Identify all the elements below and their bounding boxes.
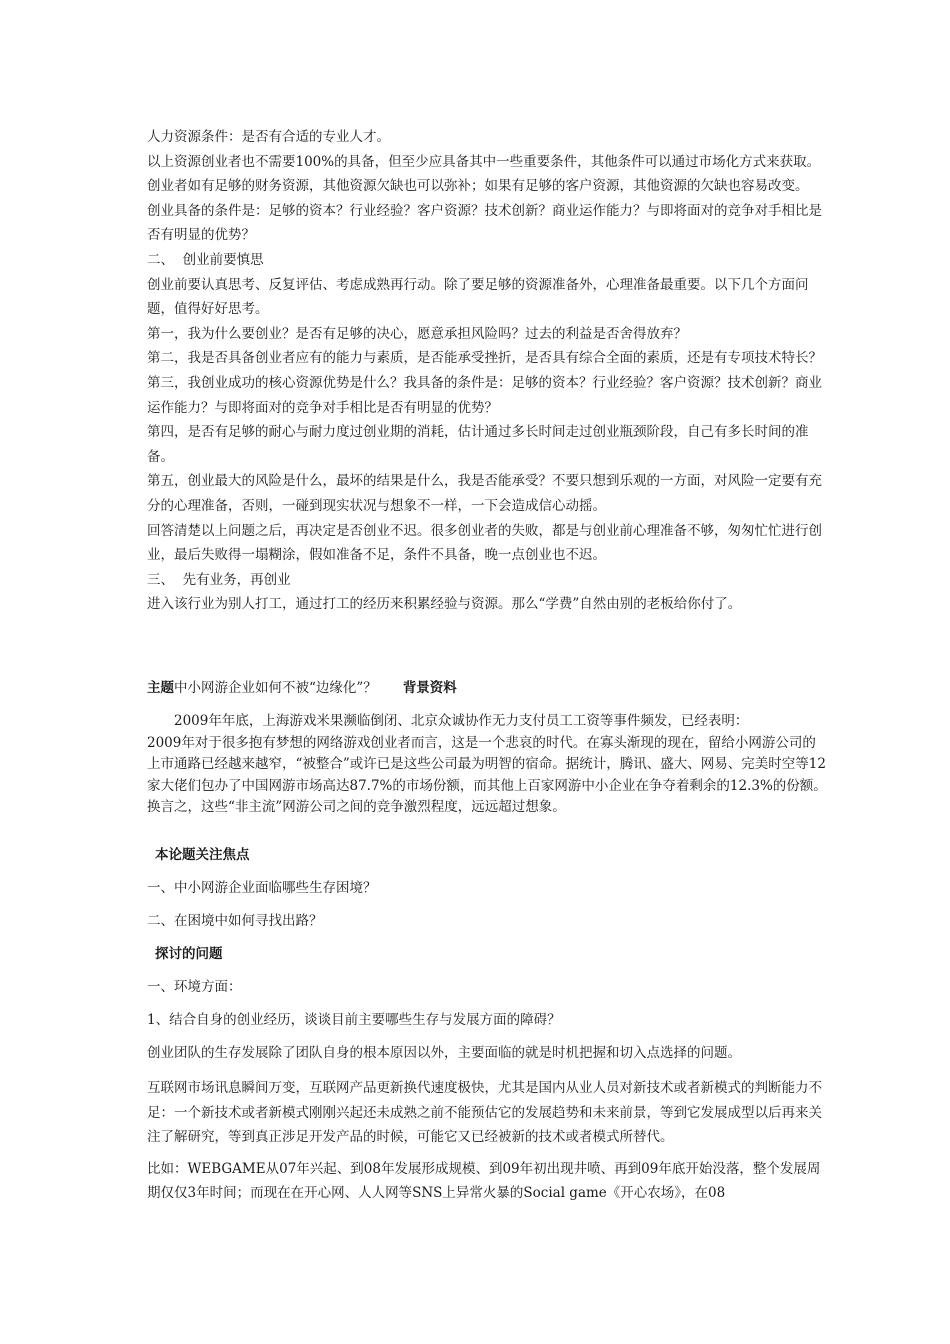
section-background	[147, 711, 827, 819]
paragraph: 回答清楚以上问题之后，再决定是否创业不迟。很多创业者的失败，都是与创业前心理准备不够，匆匆忙忙进行创业，最后失败得一塌糊涂，假如准备不足，条件不具备，晚一点创业也不迟。	[147, 522, 822, 564]
question-item: 1、结合自身的创业经历，谈谈目前主要哪些生存与发展方面的障碍？	[147, 1012, 561, 1028]
paragraph: 进入该行业为别人打工，通过打工的经历来积累经验与资源。那么“学费”自然由别的老板给你付了。	[147, 596, 742, 613]
paragraph: 比如：WEBGAME从07年兴起、到08年发展形成规模、到09年初出现井喷、再到09年底开始没落，整个发展周期仅仅3年时间；而现在在开心网、人人网等SNS上异常火暴的Social game《开心农场》，在08	[147, 1160, 821, 1202]
paragraph: 2009年对于很多抱有梦想的网络游戏创业者而言，这是一个悲哀的时代。在寡头渐现的现在，留给小网游公司的上市通路已经越来越窄，“被整合”或许已是这些公司最为明智的宿命。据统计，腾讯、盛大、网易、完美时空等12家大佬们包办了中国网游市场高达87.7%的市场份额，而其他上百家网游中小企业在争夺着剩余的12.3%的份额。换言之，这些“非主流”网游公司之间的竞争激烈程度，远远超过想象。	[147, 734, 827, 816]
paragraph: 2009年年底，上海游戏米果濒临倒闭、北京众诚协作无力支付员工工资等事件频发，已经表明：	[174, 713, 749, 729]
environment-heading: 一、环境方面：	[147, 979, 242, 995]
topic-heading	[147, 678, 827, 698]
questions-heading: 探讨的问题	[155, 946, 223, 962]
section-startup-conditions	[147, 125, 827, 617]
focus-item: 二、在困境中如何寻找出路？	[147, 913, 323, 929]
section-heading: 三、 先有业务，再创业	[147, 571, 291, 588]
paragraph: 人力资源条件：是否有合适的专业人才。	[147, 129, 390, 145]
paragraph: 互联网市场讯息瞬间万变，互联网产品更新换代速度极快，尤其是国内从业人员对新技术或者新模式的判断能力不足：一个新技术或者新模式刚刚兴起还未成熟之前不能预估它的发展趋势和未来前景，等到它发展成型以后再来关注了解研究，等到真正涉足开发产品的时候，可能它又已经被新的技术或者模式所替代。	[147, 1080, 822, 1146]
focus-heading: 本论题关注焦点	[155, 847, 250, 863]
section-heading: 二、 创业前要慎思	[147, 251, 264, 268]
topic-title: 中小网游企业如何不被“边缘化”？	[174, 680, 377, 696]
paragraph: 第一，我为什么要创业？是否有足够的决心，愿意承担风险吗？过去的利益是否舍得放弃？	[147, 325, 687, 342]
paragraph: 以上资源创业者也不需要100%的具备，但至少应具备其中一些重要条件，其他条件可以通过市场化方式来获取。创业者如有足够的财务资源，其他资源欠缺也可以弥补；如果有足够的客户资源，其他资源的欠缺也容易改变。	[147, 153, 821, 195]
paragraph: 第五，创业最大的风险是什么，最坏的结果是什么，我是否能承受？不要只想到乐观的一方面，对风险一定要有充分的心理准备，否则，一碰到现实状况与想象不一样，一下会造成信心动摇。	[147, 473, 822, 514]
paragraph: 创业前要认真思考、反复评估、考虑成熟再行动。除了要足够的资源准备外，心理准备最重要。以下几个方面问题，值得好好思考。	[147, 276, 809, 318]
background-label: 背景资料	[402, 680, 457, 696]
paragraph: 第四，是否有足够的耐心与耐力度过创业期的消耗，估计通过多长时间走过创业瓶颈阶段，自己有多长时间的准备。	[147, 424, 809, 465]
paragraph: 第二，我是否具备创业者应有的能力与素质，是否能承受挫折，是否具有综合全面的素质，还是有专项技术特长？	[147, 350, 822, 367]
focus-item: 一、中小网游企业面临哪些生存困境？	[147, 880, 377, 896]
paragraph: 创业具备的条件是：足够的资本？行业经验？客户资源？技术创新？商业运作能力？与即将面对的竞争对手相比是否有明显的优势？	[147, 202, 822, 244]
topic-label: 主题	[147, 680, 174, 696]
paragraph: 第三，我创业成功的核心资源优势是什么？我具备的条件是：足够的资本？行业经验？客户资源？技术创新？商业运作能力？与即将面对的竞争对手相比是否有明显的优势？	[147, 374, 822, 416]
paragraph: 创业团队的生存发展除了团队自身的根本原因以外，主要面临的就是时机把握和切入点选择的问题。	[147, 1045, 741, 1061]
section-discussion	[147, 845, 827, 1213]
